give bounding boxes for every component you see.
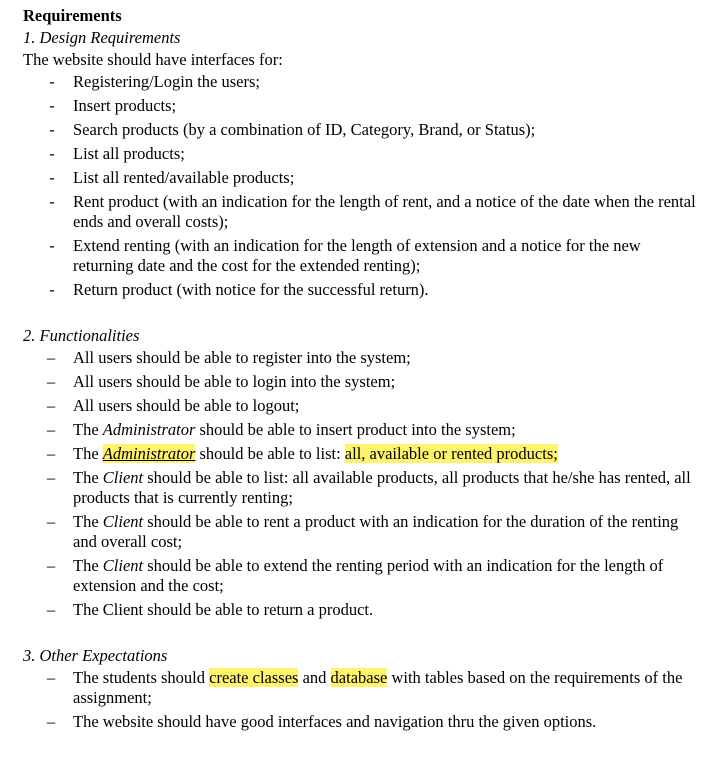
text-segment: The	[73, 556, 103, 575]
bullet-dash: –	[46, 372, 56, 391]
text-segment: should be able to list:	[195, 444, 345, 463]
highlighted-text: all, available or rented products;	[344, 444, 558, 463]
list-item-text: Extend renting (with an indication for the length of extension and a notice for the new returning date and the cost for the extended renting);	[73, 236, 641, 275]
bullet-dash: -	[49, 168, 55, 187]
other-expectations-list	[23, 668, 700, 732]
list-item-text: Insert products;	[73, 96, 177, 115]
bullet-dash: –	[46, 668, 56, 687]
list-item	[23, 444, 700, 464]
role-name: Administrator	[102, 420, 196, 439]
text-segment: should be able to list: all available products, all products that he/she has rented, all products that is currently renting;	[73, 468, 691, 507]
section-heading-design-requirements: 1. Design Requirements	[23, 28, 181, 47]
list-item	[23, 192, 700, 232]
list-item-text: The Client should be able to return a product.	[73, 600, 374, 619]
list-item	[23, 396, 700, 416]
list-item	[23, 556, 700, 596]
bullet-dash: –	[46, 600, 56, 619]
section-intro: The website should have interfaces for:	[23, 50, 283, 69]
section-heading-functionalities: 2. Functionalities	[23, 326, 140, 345]
text-segment: The students should	[73, 668, 210, 687]
bullet-dash: –	[46, 420, 56, 439]
design-requirements-list	[23, 72, 700, 300]
list-item	[23, 348, 700, 368]
text-segment: The	[73, 444, 103, 463]
list-item	[23, 668, 700, 708]
bullet-dash: -	[49, 120, 55, 139]
highlighted-text: create classes	[209, 668, 299, 687]
bullet-dash: -	[49, 192, 55, 211]
list-item-text: The website should have good interfaces and navigation thru the given options.	[73, 712, 597, 731]
bullet-dash: -	[49, 280, 55, 299]
bullet-dash: –	[46, 712, 56, 731]
text-segment: with tables based on the requirements of the assignment;	[73, 668, 683, 707]
list-item-text: All users should be able to logout;	[73, 396, 300, 415]
list-item	[23, 420, 700, 440]
list-item-text: Return product (with notice for the successful return).	[73, 280, 429, 299]
list-item-text: Search products (by a combination of ID, Category, Brand, or Status);	[73, 120, 536, 139]
bullet-dash: –	[46, 512, 56, 531]
text-segment: should be able to rent a product with an indication for the duration of the renting and overall cost;	[73, 512, 679, 551]
bullet-dash: –	[46, 468, 56, 487]
bullet-dash: –	[46, 556, 56, 575]
role-name: Client	[102, 468, 144, 487]
highlighted-text: database	[330, 668, 388, 687]
role-name: Client	[102, 512, 144, 531]
list-item	[23, 168, 700, 188]
list-item	[23, 712, 700, 732]
section-heading-other-expectations: 3. Other Expectations	[23, 646, 168, 665]
text-segment: should be able to insert product into the system;	[195, 420, 516, 439]
list-item-text: List all products;	[73, 144, 185, 163]
list-item	[23, 236, 700, 276]
list-item-text: List all rented/available products;	[73, 168, 295, 187]
spacer	[23, 304, 700, 326]
spacer	[23, 624, 700, 646]
list-item-text: Rent product (with an indication for the length of rent, and a notice of the date when the rental ends and overall costs);	[73, 192, 696, 231]
role-name: Client	[102, 556, 144, 575]
functionalities-list	[23, 348, 700, 620]
list-item-text: Registering/Login the users;	[73, 72, 260, 91]
text-segment: The	[73, 420, 103, 439]
bullet-dash: -	[49, 72, 55, 91]
list-item	[23, 280, 700, 300]
list-item	[23, 468, 700, 508]
text-segment: should be able to extend the renting period with an indication for the length of extension and the cost;	[73, 556, 664, 595]
highlighted-role-name: Administrator	[102, 444, 196, 463]
list-item-text: All users should be able to register into the system;	[73, 348, 411, 367]
text-segment: and	[298, 668, 331, 687]
bullet-dash: –	[46, 396, 56, 415]
list-item	[23, 120, 700, 140]
bullet-dash: –	[46, 348, 56, 367]
text-segment: The	[73, 468, 103, 487]
list-item-text: All users should be able to login into the system;	[73, 372, 396, 391]
list-item	[23, 372, 700, 392]
document-title: Requirements	[23, 6, 122, 25]
text-segment: The	[73, 512, 103, 531]
list-item	[23, 512, 700, 552]
list-item	[23, 96, 700, 116]
bullet-dash: -	[49, 236, 55, 255]
bullet-dash: -	[49, 144, 55, 163]
list-item	[23, 144, 700, 164]
list-item	[23, 600, 700, 620]
list-item	[23, 72, 700, 92]
bullet-dash: –	[46, 444, 56, 463]
bullet-dash: -	[49, 96, 55, 115]
